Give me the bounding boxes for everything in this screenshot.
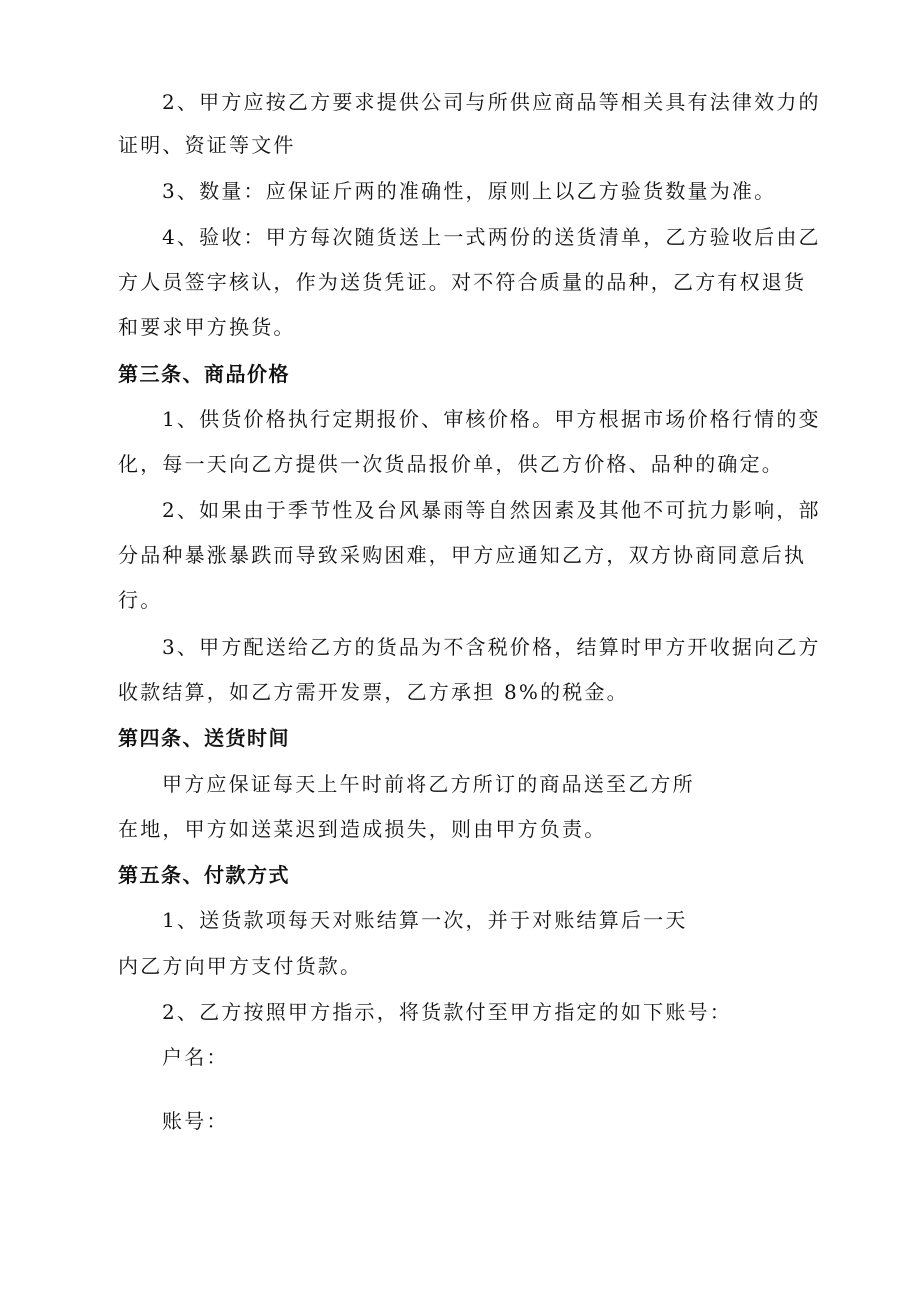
- article-5-item-1-line-2: 内乙方向甲方支付货款。: [118, 954, 363, 978]
- article-5-item-1-line-1: 1、送货款项每天对账结算一次，并于对账结算后一天: [162, 908, 688, 932]
- article-3-item-2-line-3: 行。: [118, 588, 163, 612]
- article-5-heading: 第五条、付款方式: [118, 863, 290, 887]
- article-3-item-1-line-1: 1、供货价格执行定期报价、审核价格。甲方根据市场价格行情的变: [162, 407, 821, 431]
- article-3-item-2-line-1: 2、如果由于季节性及台风暴雨等自然因素及其他不可抗力影响，部: [162, 498, 821, 522]
- article-4-heading: 第四条、送货时间: [118, 726, 290, 750]
- article-4-line-2: 在地，甲方如送菜迟到造成损失，则由甲方负责。: [118, 817, 607, 841]
- clause-4-line-1: 4、验收：甲方每次随货送上一式两份的送货清单，乙方验收后由乙: [162, 225, 821, 249]
- article-5-item-2-line-1: 2、乙方按照甲方指示，将货款付至甲方指定的如下账号：: [162, 1000, 732, 1024]
- article-3-item-2-line-2: 分品种暴涨暴跌而导致采购困难，甲方应通知乙方，双方协商同意后执: [118, 543, 807, 567]
- account-number-label: 账号：: [162, 1109, 229, 1133]
- article-3-item-1-line-2: 化，每一天向乙方提供一次货品报价单，供乙方价格、品种的确定。: [118, 452, 784, 476]
- account-name-label: 户名：: [162, 1045, 229, 1069]
- article-3-item-3-line-2: 收款结算，如乙方需开发票，乙方承担 8%的税金。: [118, 680, 629, 704]
- clause-3-line-1: 3、数量：应保证斤两的准确性，原则上以乙方验货数量为准。: [162, 179, 777, 203]
- clause-2-line-1: 2、甲方应按乙方要求提供公司与所供应商品等相关具有法律效力的: [162, 90, 821, 114]
- article-4-line-1: 甲方应保证每天上午时前将乙方所订的商品送至乙方所: [162, 772, 695, 796]
- article-3-heading: 第三条、商品价格: [118, 362, 290, 386]
- article-3-item-3-line-1: 3、甲方配送给乙方的货品为不含税价格，结算时甲方开收据向乙方: [162, 635, 821, 659]
- clause-2-line-2: 证明、资证等文件: [118, 133, 296, 157]
- clause-4-line-2: 方人员签字核认，作为送货凭证。对不符合质量的品种，乙方有权退货: [118, 270, 807, 294]
- clause-4-line-3: 和要求甲方换货。: [118, 315, 296, 339]
